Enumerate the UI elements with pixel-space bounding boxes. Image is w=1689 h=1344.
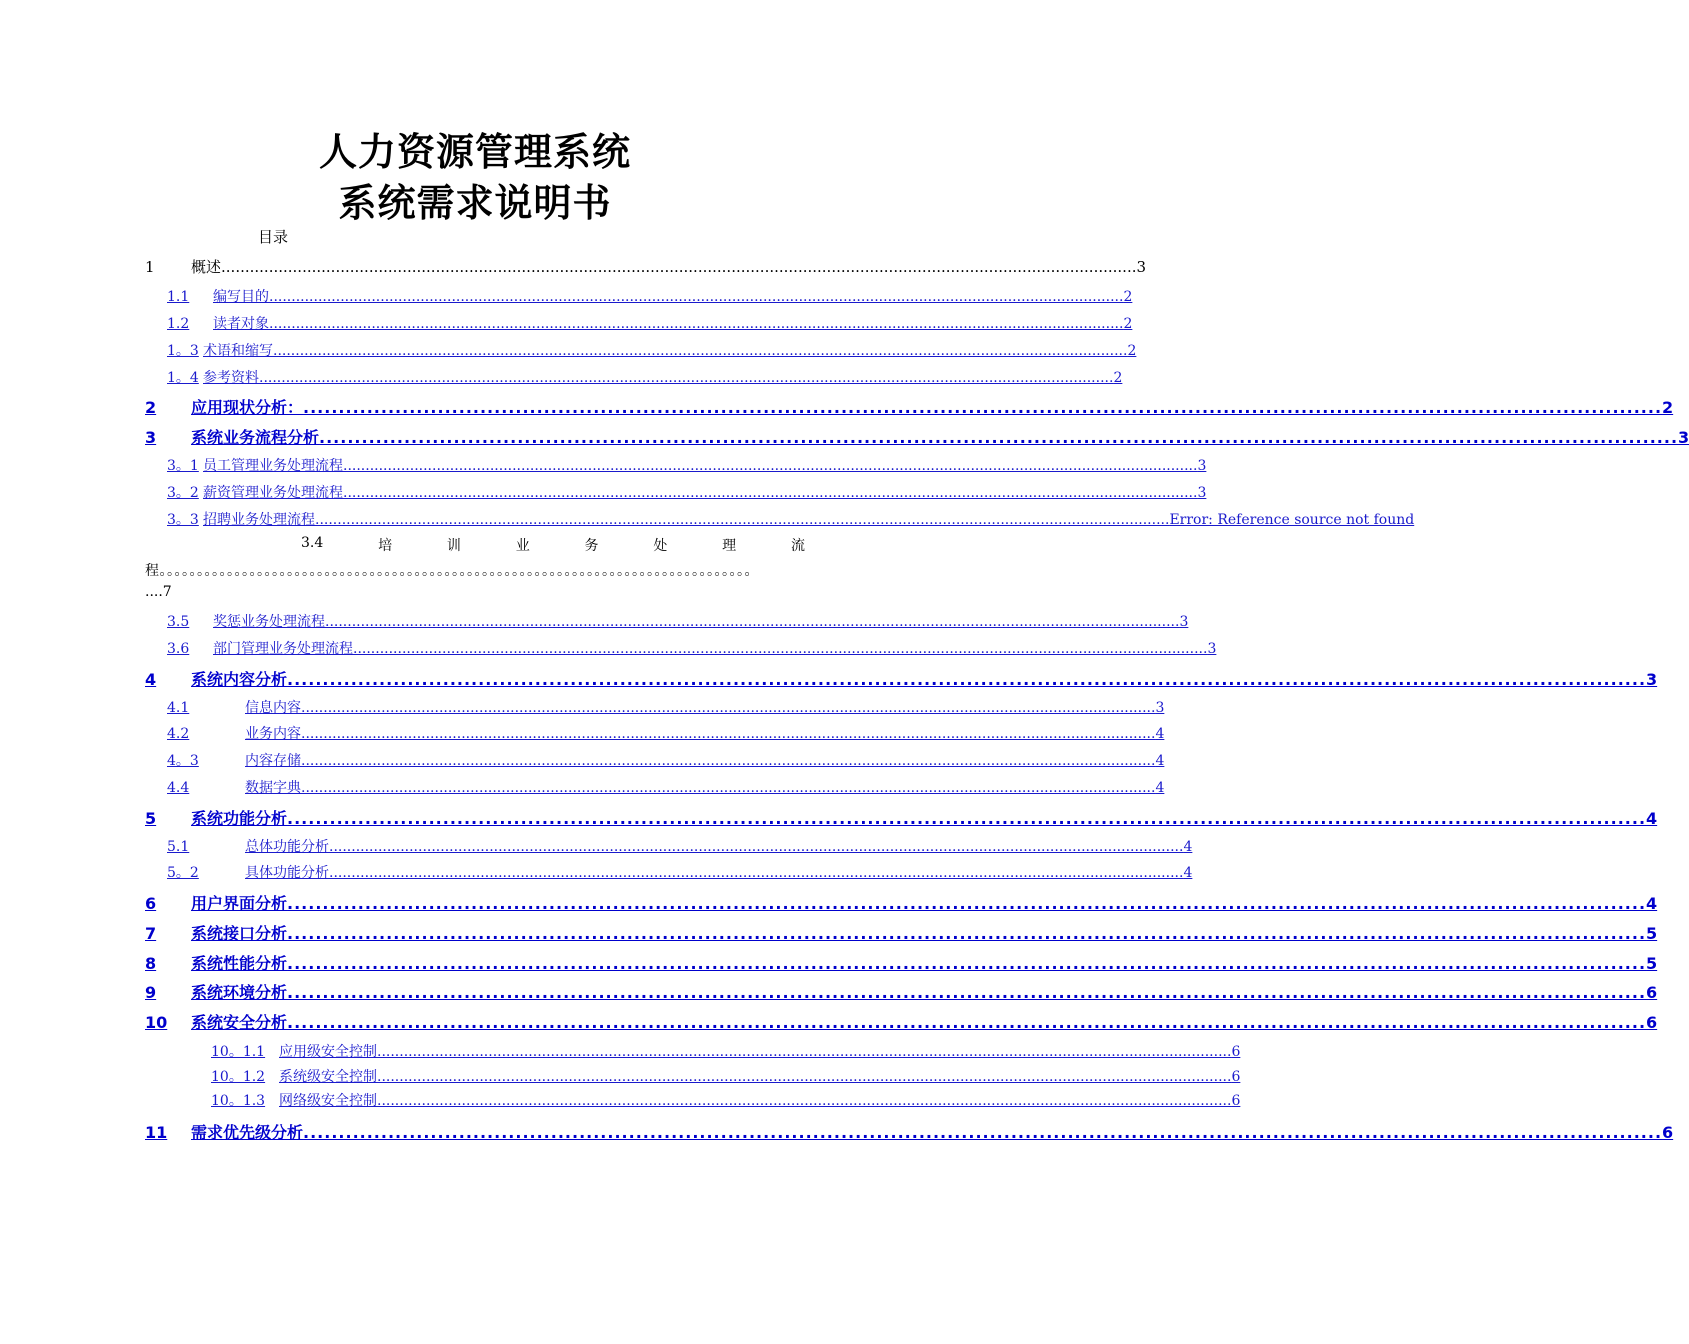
toc-entry-page: 6 bbox=[1646, 1013, 1658, 1032]
toc-entry-page: 3 bbox=[1646, 670, 1658, 689]
toc-leader-dots: ................................................................................................................................................................................................ bbox=[377, 1093, 1232, 1109]
toc-entry-page: 3 bbox=[1678, 428, 1689, 447]
toc-entry-number: 3.6 bbox=[167, 641, 190, 657]
toc-entry-1-3[interactable] bbox=[167, 340, 1137, 360]
toc-leader-dots: ................................................................................................................................................................................................ bbox=[287, 954, 1647, 973]
toc-leader-dots: ................................................................................................................................................................................................ bbox=[259, 370, 1114, 386]
toc-entry-page: 4 bbox=[1183, 865, 1193, 881]
toc-leader-dots: ................................................................................................................................................................................................ bbox=[377, 1044, 1232, 1060]
toc-entry-10[interactable] bbox=[145, 1010, 1658, 1033]
toc-entry-number: 11 bbox=[145, 1123, 168, 1142]
toc-entry-page: 3 bbox=[1207, 641, 1217, 657]
toc-leader-dots: ................................................................................................................................................................................................ bbox=[269, 289, 1124, 305]
toc-entry-page: 3 bbox=[1197, 485, 1207, 501]
toc-entry-10-1-1[interactable] bbox=[211, 1041, 1241, 1061]
toc-entry-7[interactable] bbox=[145, 921, 1658, 944]
toc-entry-page: 6 bbox=[1231, 1069, 1241, 1085]
toc-entry-number: 10 bbox=[145, 1013, 168, 1032]
toc-entry-number: 3。2 bbox=[167, 485, 199, 501]
toc-entry-number: 3.4 bbox=[301, 535, 324, 551]
toc-entry-char: 流 bbox=[790, 538, 805, 554]
toc-entry-10-1-3[interactable] bbox=[211, 1090, 1241, 1110]
toc-entry-number: 9 bbox=[145, 983, 157, 1002]
toc-entry-number: 5。2 bbox=[167, 865, 199, 881]
toc-entry-page: 3 bbox=[1136, 258, 1147, 276]
toc-leader-dots: ................................................................................................................................................................................................ bbox=[303, 1123, 1663, 1142]
toc-entry-number: 3.5 bbox=[167, 614, 190, 630]
toc-leader-dots: ................................................................................................................................................................................................ bbox=[329, 865, 1184, 881]
toc-entry-char: 培 bbox=[378, 538, 393, 554]
toc-entry-3-3[interactable] bbox=[167, 509, 1415, 529]
toc-entry-number: 8 bbox=[145, 954, 157, 973]
toc-entry-text: 用户界面分析 bbox=[191, 894, 288, 913]
toc-entry-page: Error: Reference source not found bbox=[1169, 512, 1415, 528]
toc-entry-text: 具体功能分析 bbox=[245, 865, 329, 881]
toc-entry-page: 4 bbox=[1646, 894, 1658, 913]
toc-entry-3-6[interactable] bbox=[167, 638, 1217, 658]
toc-entry-text: 系统安全分析 bbox=[191, 1013, 288, 1032]
toc-entry-number: 10。1.3 bbox=[211, 1093, 266, 1109]
toc-entry-text: 概述 bbox=[191, 258, 222, 276]
toc-entry-page: 3 bbox=[1179, 614, 1189, 630]
toc-leader-dots: ................................................................................................................................................................................................ bbox=[287, 809, 1647, 828]
toc-entry-number: 6 bbox=[145, 894, 157, 913]
toc-leader-dots: ................................................................................................................................................................................................ bbox=[221, 258, 1137, 276]
toc-entry-1-4[interactable] bbox=[167, 367, 1123, 387]
toc-entry-1-1[interactable] bbox=[167, 286, 1133, 306]
toc-leader-dots: ................................................................................................................................................................................................ bbox=[319, 428, 1679, 447]
toc-entry-text: 网络级安全控制 bbox=[279, 1093, 377, 1109]
document-title-line1: 人力资源管理系统 bbox=[318, 130, 631, 174]
toc-leader-dots: ................................................................................................................................................................................................ bbox=[325, 614, 1180, 630]
toc-entry-text: 招聘业务处理流程 bbox=[203, 512, 315, 528]
toc-leader-dots: ................................................................................................................................................................................................ bbox=[287, 894, 1647, 913]
toc-entry-char: 务 bbox=[584, 538, 599, 554]
toc-entry-text: 系统环境分析 bbox=[191, 983, 288, 1002]
toc-entry-page: 5 bbox=[1646, 954, 1658, 973]
toc-entry-page: 6 bbox=[1646, 983, 1658, 1002]
toc-entry-4-4[interactable] bbox=[167, 777, 1165, 797]
toc-leader-dots: ................................................................................................................................................................................................ bbox=[303, 398, 1663, 417]
toc-entry-5-2[interactable] bbox=[167, 862, 1193, 882]
toc-entry-10-1-2[interactable] bbox=[211, 1066, 1241, 1086]
toc-entry-number: 5 bbox=[145, 809, 157, 828]
toc-leader-dots: ................................................................................................................................................................................................ bbox=[377, 1069, 1232, 1085]
toc-entry-number: 3。3 bbox=[167, 512, 199, 528]
toc-entry-page: 4 bbox=[1155, 780, 1165, 796]
toc-entry-text: 参考资料 bbox=[203, 370, 259, 386]
toc-entry-6[interactable] bbox=[145, 891, 1658, 914]
toc-entry-number: 4.2 bbox=[167, 726, 190, 742]
toc-entry-4-2[interactable] bbox=[167, 723, 1165, 743]
toc-entry-text: 奖惩业务处理流程 bbox=[213, 614, 325, 630]
toc-entry-4-3[interactable] bbox=[167, 750, 1165, 770]
toc-entry-11[interactable] bbox=[145, 1120, 1674, 1143]
document-title-line2: 系统需求说明书 bbox=[338, 181, 612, 225]
toc-leader-dots: ................................................................................................................................................................................................ bbox=[353, 641, 1208, 657]
toc-entry-text: 编写目的 bbox=[213, 289, 269, 305]
toc-entry-number: 7 bbox=[145, 924, 157, 943]
toc-leader-dots: ................................................................................................................................................................................................ bbox=[301, 700, 1156, 716]
toc-entry-page: 2 bbox=[1113, 370, 1123, 386]
toc-leader-dots: ................................................................................................................................................................................................ bbox=[343, 485, 1198, 501]
toc-entry-text: 员工管理业务处理流程 bbox=[203, 458, 343, 474]
toc-leader-dots: ................................................................................................................................................................................................ bbox=[343, 458, 1198, 474]
toc-leader-dots: ................................................................................................................................................................................................ bbox=[273, 343, 1128, 359]
toc-entry-1-2[interactable] bbox=[167, 313, 1133, 333]
toc-entry-number: 2 bbox=[145, 398, 157, 417]
toc-entry-8[interactable] bbox=[145, 951, 1658, 974]
toc-entry-4-1[interactable] bbox=[167, 697, 1165, 717]
toc-leader-dots: ................................................................................................................................................................................................ bbox=[287, 1013, 1647, 1032]
toc-entry-3[interactable] bbox=[145, 425, 1689, 448]
toc-entry-page: 4 bbox=[1183, 839, 1193, 855]
toc-entry-text: 系统级安全控制 bbox=[279, 1069, 377, 1085]
toc-entry-text: 系统功能分析 bbox=[191, 809, 288, 828]
toc-entry-page: 5 bbox=[1646, 924, 1658, 943]
toc-entry-text: 数据字典 bbox=[245, 780, 301, 796]
toc-entry-page: 2 bbox=[1662, 398, 1674, 417]
toc-heading: 目录 bbox=[258, 228, 289, 246]
toc-entry-text: 需求优先级分析 bbox=[191, 1123, 304, 1142]
toc-entry-number: 4.4 bbox=[167, 780, 190, 796]
toc-entry-number: 1.2 bbox=[167, 316, 190, 332]
toc-entry-number: 4。3 bbox=[167, 753, 199, 769]
toc-entry-2[interactable] bbox=[145, 395, 1674, 418]
toc-entry-5[interactable] bbox=[145, 806, 1658, 829]
toc-entry-char: 理 bbox=[722, 538, 737, 554]
toc-entry-text: 内容存储 bbox=[245, 753, 301, 769]
toc-leader-dots: ................................................................................................................................................................................................ bbox=[269, 316, 1124, 332]
toc-entry-page: 4 bbox=[1155, 726, 1165, 742]
toc-entry-number: 10。1.2 bbox=[211, 1069, 266, 1085]
toc-entry-page: 3 bbox=[1197, 458, 1207, 474]
toc-entry-text: 应用级安全控制 bbox=[279, 1044, 377, 1060]
toc-entry-text: 读者对象 bbox=[213, 316, 269, 332]
toc-entry-text: 系统接口分析 bbox=[191, 924, 288, 943]
toc-leader-dots: ................................................................................................................................................................................................ bbox=[329, 839, 1184, 855]
toc-entry-page: 3 bbox=[1155, 700, 1165, 716]
toc-entry-1 bbox=[145, 256, 1147, 277]
toc-entry-3-4-line2: 程。。。。。。。。。。。。。。。。。。。。。。。。。。。。。。。。。。。。。。。。。。。。。。。。。。。。。。。。。。。。。。。。。。。。。。。。。。。。。。。 bbox=[145, 563, 759, 579]
toc-entry-text: 薪资管理业务处理流程 bbox=[203, 485, 343, 501]
toc-entry-number: 3 bbox=[145, 428, 157, 447]
toc-entry-text: 应用现状分析： bbox=[191, 398, 304, 417]
toc-entry-text: 部门管理业务处理流程 bbox=[213, 641, 353, 657]
toc-entry-text: 业务内容 bbox=[245, 726, 301, 742]
toc-entry-page: 4 bbox=[1155, 753, 1165, 769]
toc-entry-text: 系统性能分析 bbox=[191, 954, 288, 973]
toc-entry-number: 1。3 bbox=[167, 343, 199, 359]
toc-entry-number: 4 bbox=[145, 670, 157, 689]
toc-entry-number: 1。4 bbox=[167, 370, 199, 386]
toc-entry-number: 1.1 bbox=[167, 289, 190, 305]
toc-entry-number: 3。1 bbox=[167, 458, 199, 474]
toc-leader-dots: ................................................................................................................................................................................................ bbox=[301, 753, 1156, 769]
toc-leader-dots: ................................................................................................................................................................................................ bbox=[287, 670, 1647, 689]
toc-entry-text: 总体功能分析 bbox=[245, 839, 329, 855]
toc-entry-text: 术语和缩写 bbox=[203, 343, 273, 359]
toc-entry-page: 6 bbox=[1662, 1123, 1674, 1142]
toc-leader-dots: ................................................................................................................................................................................................ bbox=[287, 983, 1647, 1002]
toc-entry-text: 系统内容分析 bbox=[191, 670, 288, 689]
toc-leader-dots: ................................................................................................................................................................................................ bbox=[301, 726, 1156, 742]
toc-entry-page: 4 bbox=[1646, 809, 1658, 828]
toc-entry-number: 5.1 bbox=[167, 839, 190, 855]
toc-entry-3-4-line1 bbox=[145, 535, 805, 555]
toc-leader-dots: ................................................................................................................................................................................................ bbox=[287, 924, 1647, 943]
toc-entry-page: 2 bbox=[1123, 289, 1133, 305]
toc-entry-page: 6 bbox=[1231, 1044, 1241, 1060]
toc-entry-3-5[interactable] bbox=[167, 611, 1189, 631]
toc-entry-text: 信息内容 bbox=[245, 700, 301, 716]
toc-entry-number: 10。1.1 bbox=[211, 1044, 266, 1060]
toc-entry-page: 2 bbox=[1127, 343, 1137, 359]
toc-entry-number: 1 bbox=[145, 258, 155, 276]
toc-entry-3-2[interactable] bbox=[167, 482, 1207, 502]
toc-entry-3-4-line3: ....7 bbox=[145, 584, 172, 600]
toc-entry-3-1[interactable] bbox=[167, 455, 1207, 475]
toc-entry-9[interactable] bbox=[145, 980, 1658, 1003]
toc-entry-5-1[interactable] bbox=[167, 836, 1193, 856]
toc-entry-text: 系统业务流程分析 bbox=[191, 428, 320, 447]
toc-entry-4[interactable] bbox=[145, 667, 1658, 690]
toc-entry-page: 6 bbox=[1231, 1093, 1241, 1109]
toc-entry-number: 4.1 bbox=[167, 700, 190, 716]
toc-entry-char: 处 bbox=[653, 538, 668, 554]
toc-entry-char: 训 bbox=[446, 538, 461, 554]
toc-entry-char: 业 bbox=[515, 538, 530, 554]
toc-entry-page: 2 bbox=[1123, 316, 1133, 332]
toc-leader-dots: ................................................................................................................................................................................................ bbox=[301, 780, 1156, 796]
toc-leader-dots: ................................................................................................................................................................................................ bbox=[315, 512, 1170, 528]
